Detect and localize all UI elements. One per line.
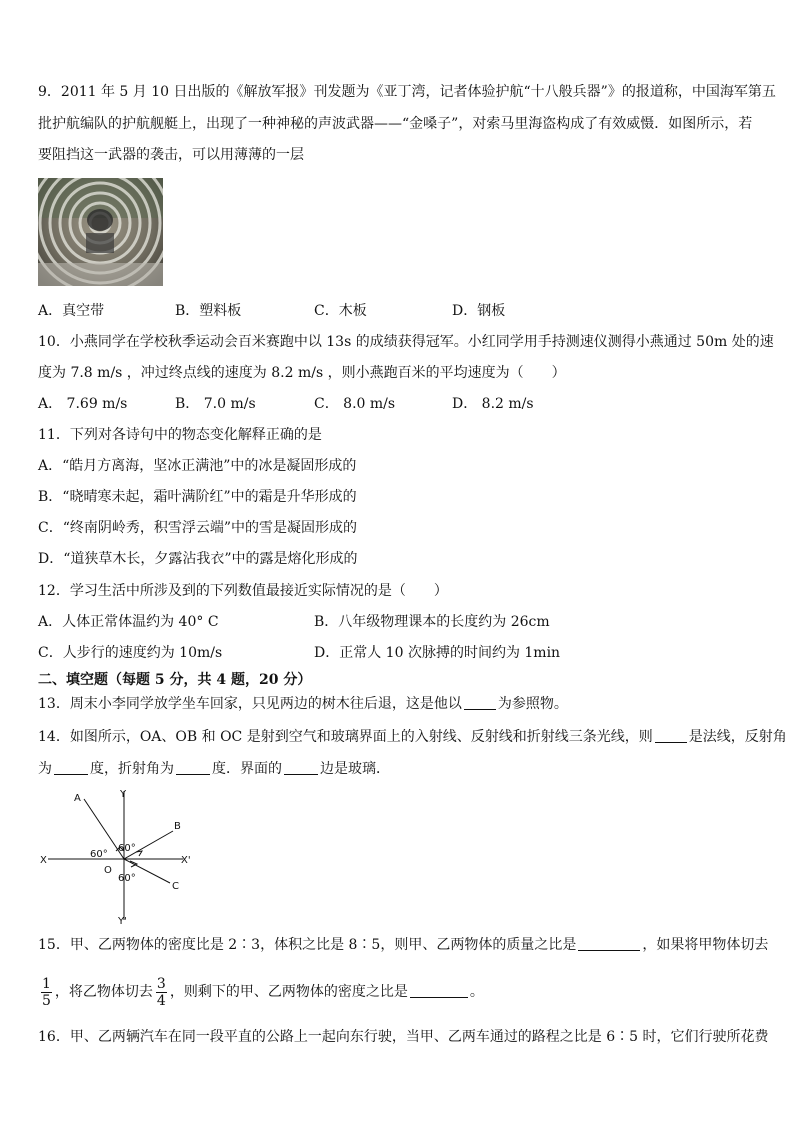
- q10-option-b: B． 7.0 m/s: [175, 396, 256, 412]
- sonic-weapon-photo: [38, 178, 163, 286]
- q14-text-2d: 边是玻璃．: [320, 761, 390, 777]
- q13-text-a: 13．周末小李同学放学坐车回家，只见两边的树木往后退，这是他以: [38, 696, 462, 712]
- q10-option-d: D． 8.2 m/s: [452, 396, 534, 412]
- fraction-one-fifth: [41, 976, 52, 1009]
- fraction-1-numerator: 1: [42, 975, 51, 992]
- light-ray-diagram: [38, 785, 198, 925]
- q15-density-ratio-blank[interactable]: [410, 983, 468, 998]
- q15-text-2a: ，将乙物体切去: [54, 984, 153, 1000]
- q14-stem-line-1: [38, 727, 787, 747]
- fraction-2-numerator: 3: [156, 975, 166, 992]
- q11-option-d: D．“道狭草木长，夕露沾我衣”中的露是熔化形成的: [38, 551, 358, 567]
- q14-stem-line-2: [38, 759, 390, 779]
- ray-b-arrow: [136, 851, 142, 856]
- label-y: Y: [120, 789, 127, 800]
- q14-text-2c: 度．界面的: [212, 761, 282, 777]
- q9-option-b: B．塑料板: [175, 303, 242, 319]
- q14-text-1b: 是法线，反射角: [688, 729, 787, 745]
- angle-label-reflect: 60°: [118, 843, 136, 854]
- q12-stem: 12．学习生活中所涉及到的下列数值最接近实际情况的是（ ）: [38, 583, 448, 599]
- q13-stem: [38, 694, 568, 714]
- q13-answer-blank[interactable]: [464, 695, 496, 710]
- q10-option-a: A． 7.69 m/s: [38, 396, 128, 412]
- q15-text-2b: ，则剩下的甲、乙两物体的密度之比是: [169, 984, 408, 1000]
- q16-stem-line-1: 16．甲、乙两辆汽车在同一段平直的公路上一起向东行驶，当甲、乙两车通过的路程之比是 6∶5 时，它们行驶所花费: [38, 1029, 769, 1045]
- q9-option-c: C．木板: [314, 303, 367, 319]
- q15-stem-line-1: [38, 935, 768, 955]
- q14-text-1a: 14．如图所示，OA、OB 和 OC 是射到空气和玻璃界面上的入射线、反射线和折射线三条光线，则: [38, 729, 653, 745]
- q11-stem: 11．下列对各诗句中的物态变化解释正确的是: [38, 427, 322, 443]
- q9-stem-line-2: 批护航编队的护航舰艇上，出现了一种神秘的声波武器——“金嗓子”，对索马里海盗构成了有效威慑．如图所示，若: [38, 116, 753, 132]
- section-heading-fill-in: 二、填空题（每题 5 分，共 4 题，20 分）: [38, 672, 312, 688]
- q14-reflection-angle-blank[interactable]: [54, 760, 88, 775]
- q14-refraction-angle-blank[interactable]: [176, 760, 210, 775]
- q11-option-c: C．“终南阴岭秀，积雪浮云端”中的雪是凝固形成的: [38, 520, 358, 536]
- q10-option-c: C． 8.0 m/s: [314, 396, 396, 412]
- q9-option-a: A．真空带: [38, 303, 105, 319]
- label-x-prime: X': [181, 855, 191, 866]
- q14-text-2a: 为: [38, 761, 52, 777]
- q9-stem-line-3: 要阻挡这一武器的袭击，可以用薄薄的一层: [38, 147, 304, 163]
- label-x: X: [40, 855, 47, 866]
- label-a: A: [74, 793, 81, 804]
- q12-option-d: D．正常人 10 次脉搏的时间约为 1min: [314, 645, 561, 661]
- q12-option-a: A．人体正常体温约为 40° C: [38, 614, 219, 630]
- angle-label-incident: 60°: [90, 849, 108, 860]
- q14-normal-blank[interactable]: [655, 728, 687, 743]
- q12-option-c: C．人步行的速度约为 10m/s: [38, 645, 223, 661]
- q15-text-1b: ，如果将甲物体切去: [642, 937, 769, 953]
- q14-text-2b: 度，折射角为: [90, 761, 174, 777]
- q10-stem-line-1: 10．小燕同学在学校秋季运动会百米赛跑中以 13s 的成绩获得冠军。小红同学用手持测速仪测得小燕通过 50m 处的速: [38, 334, 774, 350]
- q9-stem-line-1: 9．2011 年 5 月 10 日出版的《解放军报》刊发题为《亚丁湾，记者体验护航“十八般兵器”》的报道称，中国海军第五: [38, 84, 776, 100]
- q13-text-b: 为参照物。: [497, 696, 568, 712]
- q15-text-1a: 15．甲、乙两物体的密度比是 2∶3，体积之比是 8∶5，则甲、乙两物体的质量之比是: [38, 937, 577, 953]
- q10-stem-line-2: 度为 7.8 m/s ，冲过终点线的速度为 8.2 m/s ，则小燕跑百米的平均速度为（ ）: [38, 365, 566, 381]
- label-c: C: [172, 881, 179, 892]
- q14-glass-side-blank[interactable]: [284, 760, 318, 775]
- q15-mass-ratio-blank[interactable]: [578, 936, 640, 951]
- fraction-1-denominator: 5: [42, 992, 51, 1009]
- fraction-three-fourths: [156, 976, 167, 1009]
- label-o: O: [104, 865, 112, 876]
- q9-option-d: D．钢板: [452, 303, 506, 319]
- angle-label-refract: 60°: [118, 873, 136, 884]
- fraction-2-denominator: 4: [156, 992, 166, 1009]
- q15-stem-line-2: [38, 970, 484, 1014]
- q12-option-b: B．八年级物理课本的长度约为 26cm: [314, 614, 550, 630]
- label-b: B: [174, 821, 181, 832]
- q11-option-a: A．“皓月方离海，坚冰正满池”中的冰是凝固形成的: [38, 458, 357, 474]
- q11-option-b: B．“晓晴寒未起，霜叶满阶红”中的霜是升华形成的: [38, 489, 357, 505]
- label-y-prime: Y': [118, 916, 127, 925]
- q15-text-2c: 。: [469, 984, 484, 1000]
